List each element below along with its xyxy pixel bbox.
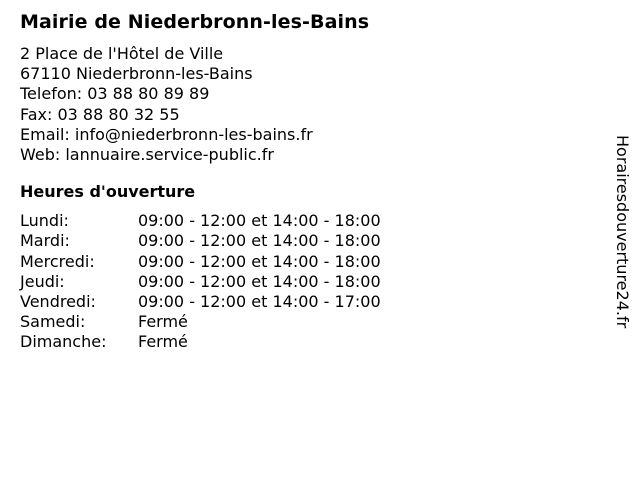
day-label: Vendredi: <box>20 292 96 312</box>
day-hours: Fermé <box>138 332 188 352</box>
address-street: 2 Place de l'Hôtel de Ville <box>20 44 224 63</box>
day-label: Dimanche: <box>20 332 107 352</box>
day-label: Mardi: <box>20 231 70 251</box>
hours-row-thursday <box>20 272 600 292</box>
contact-block <box>20 44 600 165</box>
email-address: Email: info@niederbronn-les-bains.fr <box>20 124 313 144</box>
day-hours: 09:00 - 12:00 et 14:00 - 17:00 <box>138 292 381 312</box>
day-label: Jeudi: <box>20 271 65 291</box>
opening-hours-list <box>20 211 600 352</box>
website: Web: lannuaire.service-public.fr <box>20 145 274 165</box>
day-hours: Fermé <box>138 312 188 332</box>
hours-row-friday <box>20 292 600 312</box>
opening-hours-heading: Heures d'ouverture <box>20 182 196 202</box>
site-watermark: Horairesdouverture24.fr <box>613 135 632 329</box>
hours-row-wednesday <box>20 252 600 272</box>
business-card <box>20 10 600 353</box>
hours-row-sunday <box>20 332 600 352</box>
day-label: Mercredi: <box>20 251 95 271</box>
fax-number: Fax: 03 88 80 32 55 <box>20 104 180 124</box>
address-city: 67110 Niederbronn-les-Bains <box>20 64 253 84</box>
day-hours: 09:00 - 12:00 et 14:00 - 18:00 <box>138 251 381 271</box>
day-hours: 09:00 - 12:00 et 14:00 - 18:00 <box>138 271 381 291</box>
day-label: Samedi: <box>20 312 86 332</box>
day-hours: 09:00 - 12:00 et 14:00 - 18:00 <box>138 231 381 251</box>
day-hours: 09:00 - 12:00 et 14:00 - 18:00 <box>138 211 381 231</box>
hours-row-saturday <box>20 312 600 332</box>
business-name: Mairie de Niederbronn-les-Bains <box>20 11 370 33</box>
hours-row-tuesday <box>20 231 600 251</box>
hours-row-monday <box>20 211 600 231</box>
day-label: Lundi: <box>20 211 69 231</box>
phone-number: Telefon: 03 88 80 89 89 <box>20 84 210 104</box>
